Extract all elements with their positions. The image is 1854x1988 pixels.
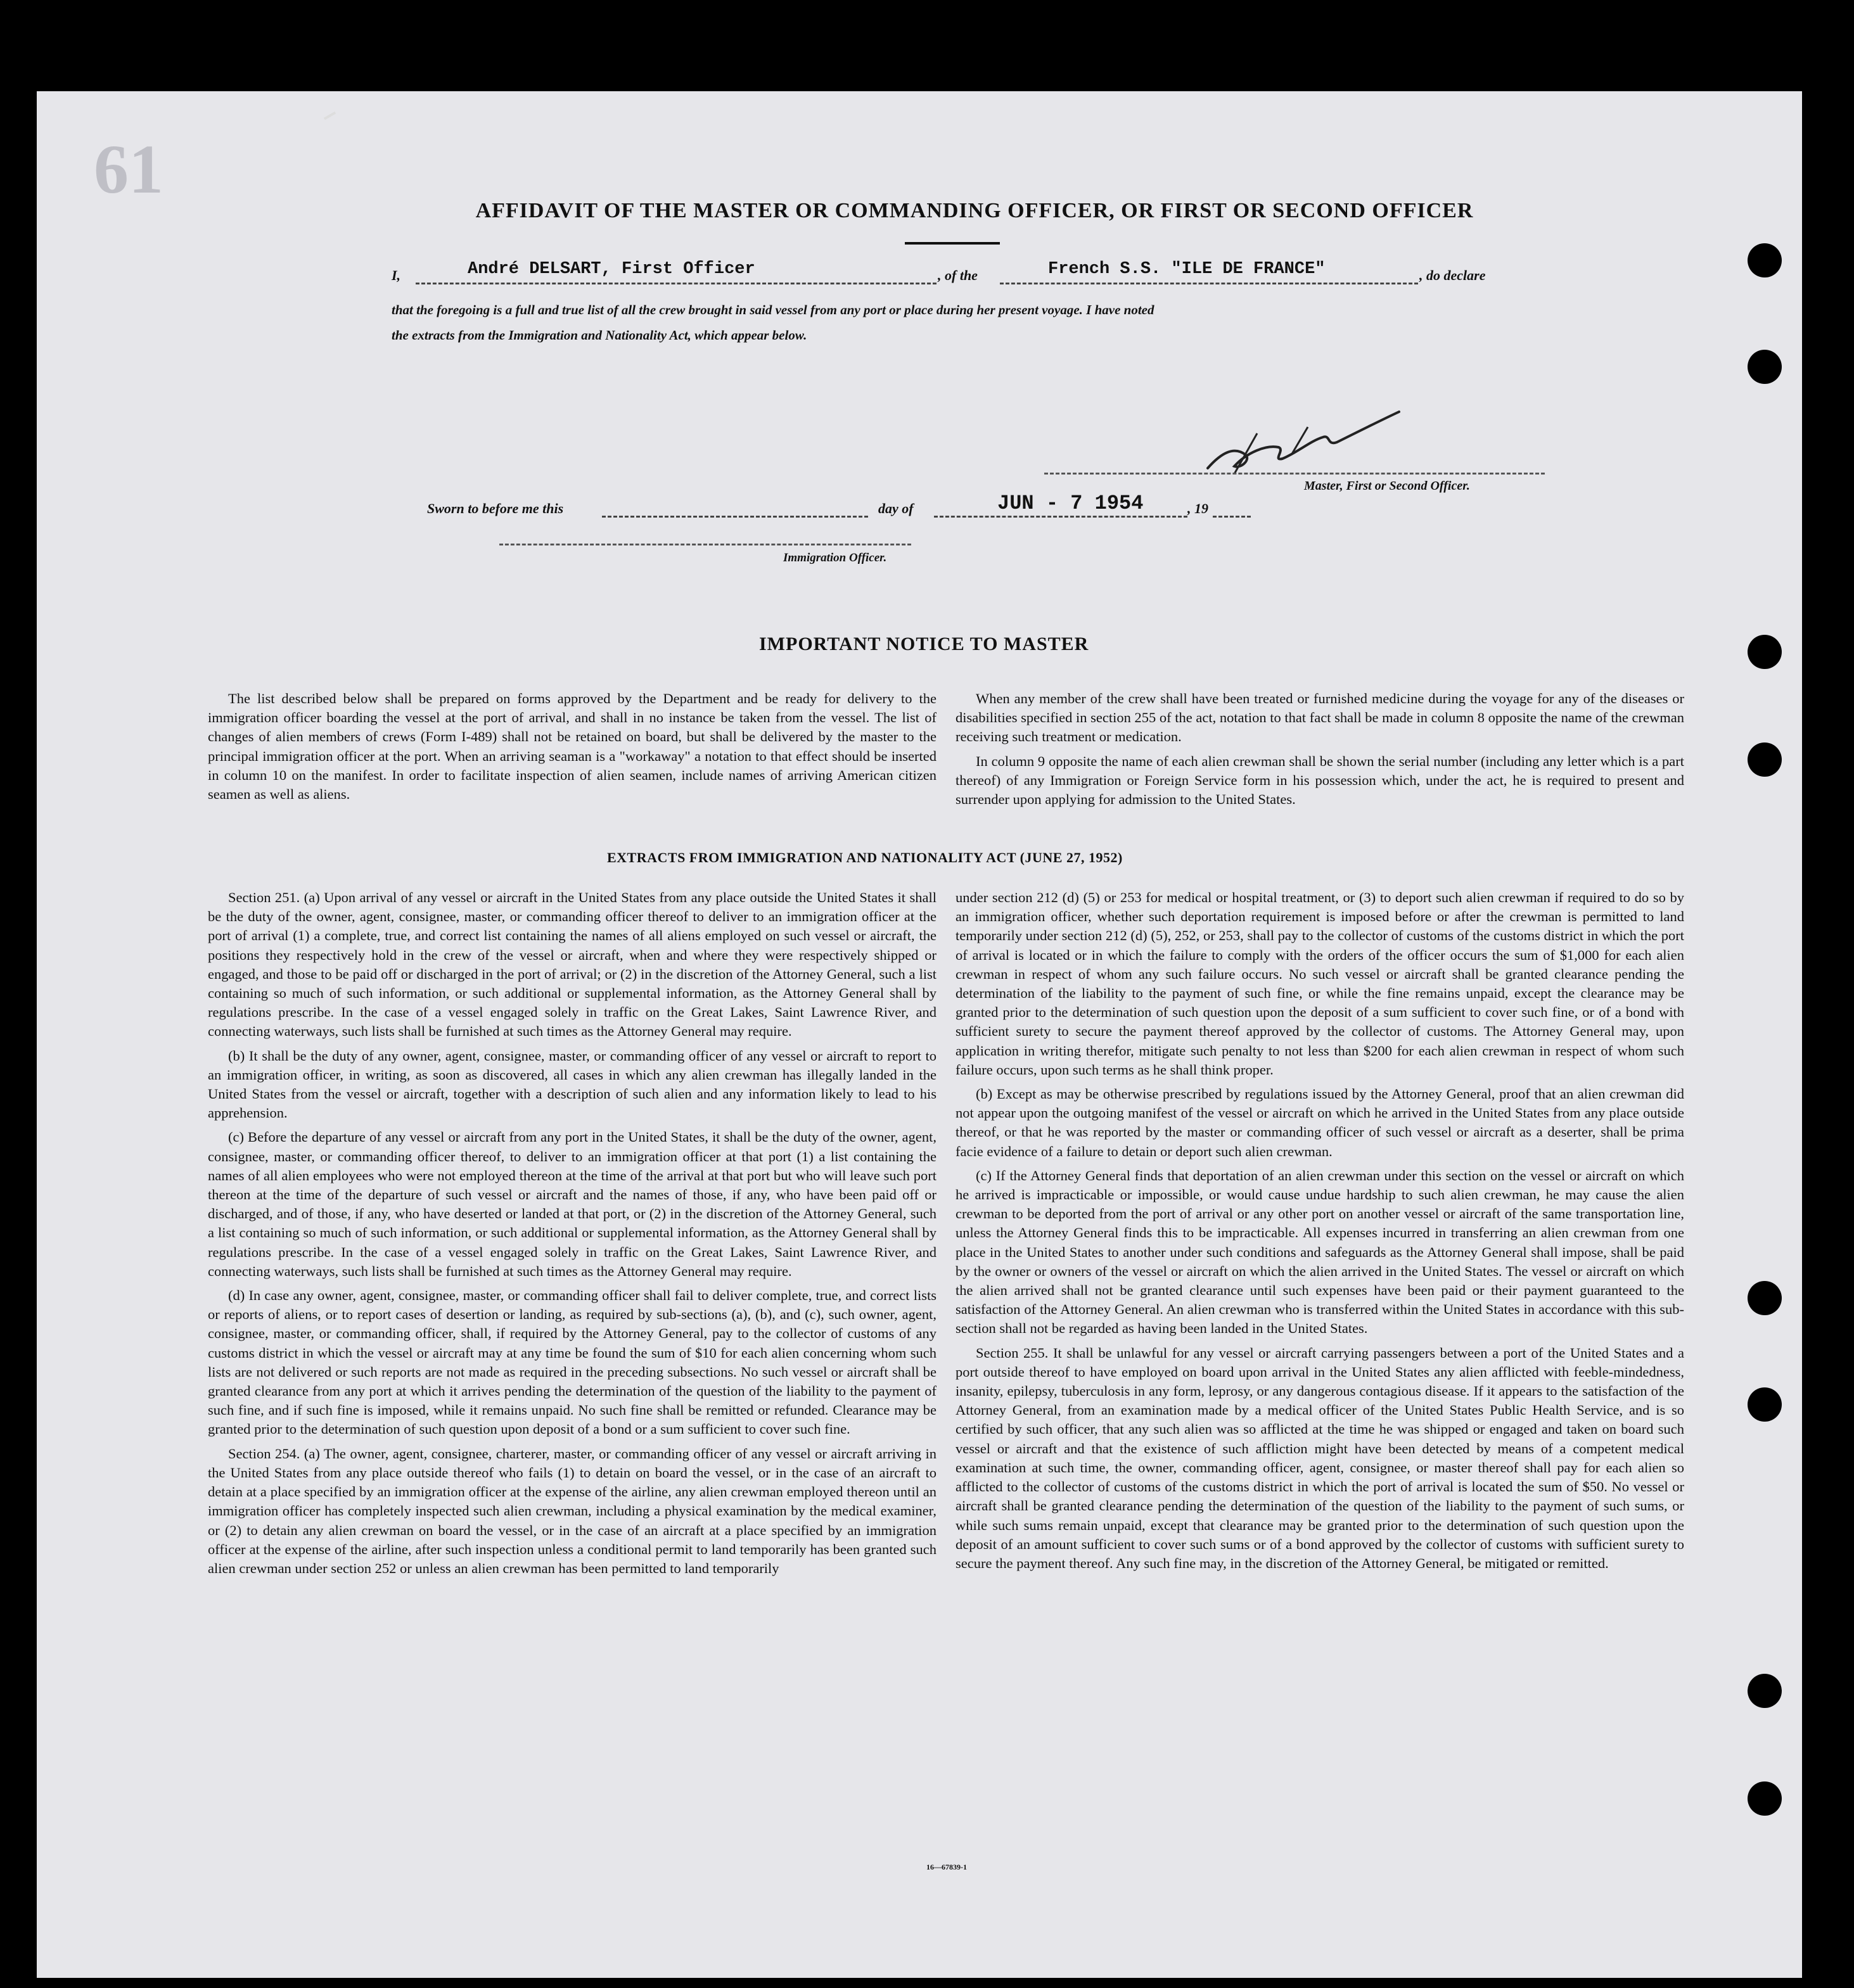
date-stamp: JUN - 7 1954 [997, 492, 1144, 515]
bleed-through-page-number: 61 [94, 131, 163, 208]
section-251a: Section 251. (a) Upon arrival of any vessel or aircraft in the United States from any place outside the United States it shall be the duty of the owner, agent, consignee, master, or commanding officer thereof to deliver to an immigration officer at the port of arrival (1) a complete, true, and correct list containing the names of all aliens employed on such vessel or aircraft, the positions they respectively hold in the crew of the vessel or aircraft, when and where they were respectively shipped or engaged, and those to be paid off or discharged in the port of arrival; or (2) in the discretion of the Attorney General, such a list containing so much of such information, or such additional or supplemental information, as the Attorney General shall by regulations prescribe. In the case of a vessel engaged solely in traffic on the Great Lakes, Saint Lawrence River, and connecting waterways, such lists shall be furnished at such times as the Attorney General may require. [208, 889, 937, 1040]
punch-hole [1748, 742, 1782, 777]
section-254a-continued: under section 212 (d) (5) or 253 for medical or hospital treatment, or (3) to deport such alien crewman if required to do so by an immigration officer, whether such deportation requirement is imposed before or after the crewman is permitted to land temporarily under section 212 (d) (5), 252, or 253, shall pay to the collector of customs of the customs district in which the port of arrival is located or in which the failure to comply with the orders of the officer occurs the sum of $1,000 for each alien crewman in respect of whom any such failure occurs. No such vessel or aircraft shall be granted clearance pending the determination of the liability to the payment of such fine, or while the fine remains unpaid, except the clearance may be granted prior to the determination of such question upon the deposit of a sum sufficient to cover such fine, or of a bond with sufficient surety to secure the payment thereof approved by the collector of customs. The Attorney General may, upon application in writing therefor, mitigate such penalty to not less than $200 for each alien crewman in respect of whom such failure occurs, upon such terms as he shall think proper. [956, 889, 1684, 1078]
section-254a: Section 254. (a) The owner, agent, consignee, charterer, master, or commanding officer of any vessel or aircraft arriving in the United States from any place outside thereof who fails (1) to detain on board the vessel, or in the case of an aircraft to detain at a place specified by an immigration officer at the expense of the airline, any alien crewman employed thereon until an immigration officer has completely inspected such alien crewman, including a physical examination by the medical examiner, or (2) to detain any alien crewman on board the vessel, or in the case of an aircraft at a place specified by an immigration officer at the expense of the airline, after such inspection unless a conditional permit to land temporarily has been granted such alien crewman under section 252 or unless an alien crewman has been permitted to land temporarily [208, 1445, 937, 1576]
sworn-day-blank [602, 497, 868, 518]
title-rule [905, 242, 1000, 245]
officer-title-label: Master, First or Second Officer. [1304, 479, 1470, 493]
form-code: 16—67839-1 [926, 1863, 967, 1871]
affidavit-statement-line-1: that the foregoing is a full and true list of all the crew brought in said vessel from any port or place during her present voyage. I have noted [392, 302, 1154, 317]
declarant-name: André DELSART, First Officer [468, 260, 755, 279]
section-251c: (c) Before the departure of any vessel or aircraft from any port in the United States, it shall be the duty of the owner, agent, consignee, master, or commanding officer thereof, to deliver to an immigration officer at that port (1) a list containing the names of all alien employees who were not employed thereon at the time of the arrival at that port but who will leave such port thereon at the time of the departure of such vessel or aircraft and the names of those, if any, who have been paid off or discharged, and of those, if any, who have deserted or landed at that port, or (2) in the discretion of the Attorney General, such a list containing so much of such information, or such additional or supplemental information, as the Attorney General shall by regulations prescribe. In the case of a vessel engaged solely in traffic on the Great Lakes, Saint Lawrence River, and connecting waterways, such lists shall be furnished at such times as the Attorney General may require. [208, 1129, 937, 1279]
extracts-left-column [208, 888, 937, 1578]
immigration-officer-label: Immigration Officer. [783, 551, 887, 564]
punch-hole [1748, 1387, 1782, 1422]
extracts-title: EXTRACTS FROM IMMIGRATION AND NATIONALITY ACT (JUNE 27, 1952) [607, 850, 1123, 865]
notice-right-paragraph-1: When any member of the crew shall have been treated or furnished medicine during the voyage for any of the diseases or disabilities specified in section 255 of the act, notation to that fact shall be made in column 8 opposite the name of the crewman receiving such treatment or medication. [956, 691, 1684, 745]
affidavit-statement-line-2: the extracts from the Immigration and Nationality Act, which appear below. [392, 328, 807, 343]
notice-left-column [208, 689, 937, 804]
section-255: Section 255. It shall be unlawful for any vessel or aircraft carrying passengers between a port of the United States and a port outside thereof to have employed on board upon arrival in the United States any alien afflicted with feeble-mindedness, insanity, epilepsy, tuberculosis in any form, leprosy, or any dangerous contagious disease. If it appears to the satisfaction of the Attorney General, from an examination made by a medical officer of the United States Public Health Service, and is so certified by such officer, that any such alien was so afflicted at the time he was shipped or engaged and taken on board such vessel or aircraft and that the existence of such affliction might have been detected by means of a competent medical examination at such time, the owner, commanding officer, agent, consignee, or master thereof shall pay for each alien so afflicted to the collector of customs of the customs district in which the port of arrival is located the sum of $50. No vessel or aircraft shall be granted clearance pending the determination of the question of the liability to the payment of such sums, or while such sums remain unpaid, except that clearance may be granted prior to the determination of such question upon the deposit of an amount sufficient to cover such sums or of a bond approved by the collector of customs with sufficient surety to secure the payment thereof. Any such fine may, in the discretion of the Attorney General, be mitigated or remitted. [956, 1344, 1684, 1571]
sworn-row [427, 492, 1251, 522]
notice-right-column [956, 689, 1684, 809]
document-page [37, 91, 1802, 1978]
notice-title: IMPORTANT NOTICE TO MASTER [759, 634, 1089, 654]
section-254c: (c) If the Attorney General finds that deportation of an alien crewman under this section on the vessel or aircraft on which he arrived is impracticable or impossible, or would cause undue hardship to such alien crewman, he may cause the alien crewman to be deported from the port of arrival or any other port on another vessel or aircraft of the same transportation line, unless the Attorney General finds this to be impracticable. All expenses incurred in transferring an alien crewman from one place in the United States to another under such conditions and safeguards as the Attorney General shall impose, shall be paid by the owner or owners of the vessel or aircraft on which the alien arrived in the United States. The vessel or aircraft on which the alien arrived shall not be granted clearance until such expenses have been paid or their payment guaranteed to the satisfaction of the Attorney General. An alien crewman who is transferred within the United States in accordance with this sub-section shall not be regarded as having been landed in the United States. [956, 1167, 1684, 1337]
vessel-name: French S.S. "ILE DE FRANCE" [1048, 260, 1326, 279]
declaration-row [392, 260, 1576, 291]
punch-hole [1748, 243, 1782, 277]
immigration-officer-signature-line [499, 544, 911, 545]
section-254b: (b) Except as may be otherwise prescribed by regulations issued by the Attorney General, proof that an alien crewman did not appear upon the outgoing manifest of the vessel or aircraft on which he arrived in the United States from any place outside thereof, or that he was reported by the master or commanding officer of such vessel or aircraft as a deserter, shall be prima facie evidence of a failure to detain or deport such alien crewman. [956, 1086, 1684, 1159]
declaration-i: I, [392, 267, 401, 283]
notice-right-paragraph-2: In column 9 opposite the name of each alien crewman shall be shown the serial number (including any letter which is a part thereof) of any Immigration or Foreign Service form in his possession which, under the act, he is required to present and surrender upon applying for admission to the United States. [956, 753, 1684, 808]
punch-hole [1748, 635, 1782, 669]
of-the-label: , of the [938, 267, 978, 283]
affidavit-title: AFFIDAVIT OF THE MASTER OR COMMANDING OFFICER, OR FIRST OR SECOND OFFICER [475, 199, 1474, 222]
punch-hole [1748, 350, 1782, 384]
year-blank [1213, 497, 1251, 518]
day-of-label: day of [878, 500, 914, 516]
do-declare-label: , do declare [1419, 267, 1486, 283]
section-251d: (d) In case any owner, agent, consignee, master, or commanding officer shall fail to deliver complete, true, and correct lists or reports of aliens, or to report cases of desertion or landing, as required by sub-sections (a), (b), and (c), such owner, agent, consignee, master, or commanding officer, shall, if required by the Attorney General, pay to the collector of customs of any customs district in which the vessel or aircraft may at any time be found the sum of $10 for each alien concerning whom such lists are not delivered or such reports are not made as required in the preceding subsections. No such vessel or aircraft shall be granted clearance from any port at which it arrives pending the determination of the question of the liability to the payment of such fine, and if such fine is imposed, while it remains unpaid. No such fine shall be remitted or refunded. Clearance may be granted prior to the determination of such question upon deposit of a bond or a sum sufficient to cover such fine. [208, 1287, 937, 1437]
notice-left-paragraph: The list described below shall be prepared on forms approved by the Department and be ready for delivery to the immigration officer boarding the vessel at the port of arrival, and shall in no instance be taken from the vessel. The list of changes of alien members of crews (Form I-489) shall not be retained on board, but shall be delivered by the master to the principal immigration officer at the port. When an arriving seaman is a "workaway" a notation to that effect should be inserted in column 10 on the manifest. In order to facilitate inspection of alien seamen, include names of arriving American citizen seamen as well as aliens. [208, 691, 937, 803]
year-prefix: , 19 [1187, 500, 1208, 516]
extracts-right-column [956, 888, 1684, 1573]
punch-hole [1748, 1674, 1782, 1708]
scan-mark [324, 112, 339, 125]
punch-hole [1748, 1781, 1782, 1816]
punch-hole [1748, 1281, 1782, 1315]
officer-signature-line [1044, 473, 1545, 475]
section-251b: (b) It shall be the duty of any owner, agent, consignee, master, or commanding officer of any vessel or aircraft to report to an immigration officer, in writing, as soon as discovered, all cases in which any alien crewman has illegally landed in the United States from the vessel or aircraft, together with a description of such alien and any information likely to lead to his apprehension. [208, 1047, 937, 1121]
sworn-label: Sworn to before me this [427, 500, 564, 516]
